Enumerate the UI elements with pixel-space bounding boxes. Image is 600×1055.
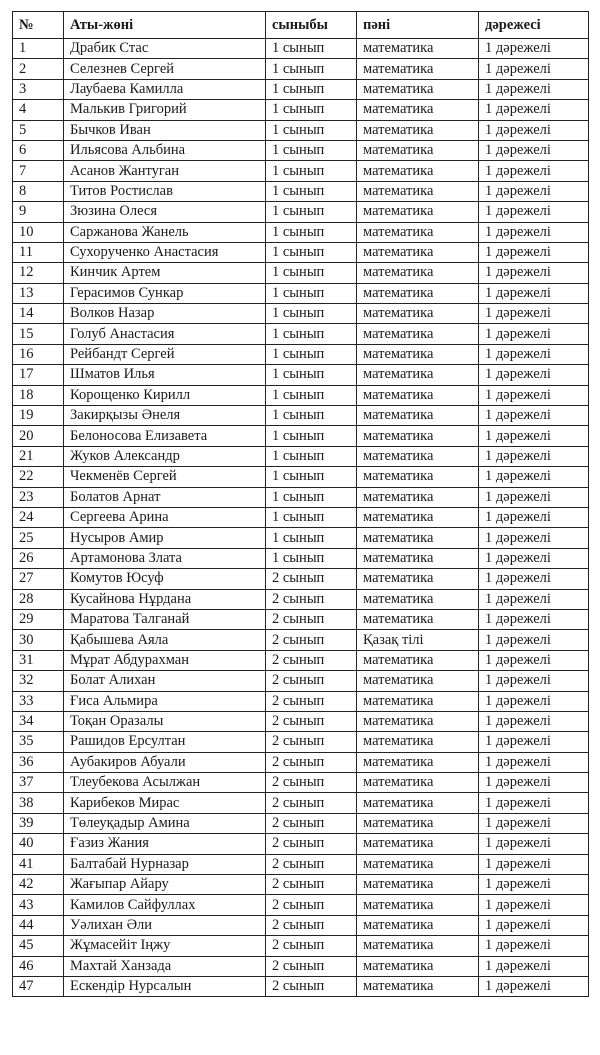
cell-full-name: Кусайнова Нұрдана: [64, 589, 266, 609]
cell-number: 28: [13, 589, 64, 609]
cell-level: 1 дәрежелі: [479, 487, 589, 507]
cell-number: 27: [13, 569, 64, 589]
cell-level: 1 дәрежелі: [479, 854, 589, 874]
cell-class: 2 сынып: [266, 956, 357, 976]
cell-class: 1 сынып: [266, 242, 357, 262]
cell-level: 1 дәрежелі: [479, 548, 589, 568]
cell-number: 15: [13, 324, 64, 344]
cell-number: 46: [13, 956, 64, 976]
table-row: [13, 59, 589, 79]
cell-number: 44: [13, 915, 64, 935]
cell-subject: математика: [357, 773, 479, 793]
table-row: [13, 446, 589, 466]
cell-subject: математика: [357, 711, 479, 731]
header-level: дәрежесі: [479, 12, 589, 39]
cell-full-name: Жұмасейіт Іңжу: [64, 936, 266, 956]
cell-subject: математика: [357, 936, 479, 956]
cell-class: 1 сынып: [266, 467, 357, 487]
cell-full-name: Сухорученко Анастасия: [64, 242, 266, 262]
cell-number: 12: [13, 263, 64, 283]
cell-full-name: Ескендір Нурсалын: [64, 976, 266, 996]
table-row: [13, 711, 589, 731]
cell-subject: математика: [357, 548, 479, 568]
cell-class: 2 сынып: [266, 691, 357, 711]
table-row: [13, 324, 589, 344]
cell-class: 1 сынып: [266, 39, 357, 59]
table-row: [13, 548, 589, 568]
cell-subject: математика: [357, 59, 479, 79]
cell-full-name: Уәлихан Әли: [64, 915, 266, 935]
table-row: [13, 569, 589, 589]
cell-level: 1 дәрежелі: [479, 834, 589, 854]
cell-level: 1 дәрежелі: [479, 691, 589, 711]
table-header-row: [13, 12, 589, 39]
cell-class: 2 сынып: [266, 813, 357, 833]
cell-full-name: Балтабай Нурназар: [64, 854, 266, 874]
header-class: сыныбы: [266, 12, 357, 39]
cell-number: 36: [13, 752, 64, 772]
cell-level: 1 дәрежелі: [479, 732, 589, 752]
cell-class: 2 сынып: [266, 711, 357, 731]
table-row: [13, 242, 589, 262]
table-row: [13, 854, 589, 874]
table-row: [13, 936, 589, 956]
cell-number: 41: [13, 854, 64, 874]
cell-class: 1 сынып: [266, 181, 357, 201]
table-row: [13, 344, 589, 364]
table-row: [13, 100, 589, 120]
cell-full-name: Тоқан Оразалы: [64, 711, 266, 731]
cell-subject: математика: [357, 406, 479, 426]
cell-full-name: Болатов Арнат: [64, 487, 266, 507]
table-row: [13, 222, 589, 242]
cell-level: 1 дәрежелі: [479, 671, 589, 691]
cell-class: 2 сынып: [266, 773, 357, 793]
cell-subject: математика: [357, 875, 479, 895]
cell-number: 30: [13, 630, 64, 650]
cell-class: 1 сынып: [266, 100, 357, 120]
cell-class: 1 сынып: [266, 528, 357, 548]
cell-subject: математика: [357, 120, 479, 140]
table-row: [13, 487, 589, 507]
cell-full-name: Карибеков Мирас: [64, 793, 266, 813]
table-row: [13, 773, 589, 793]
table-row: [13, 834, 589, 854]
cell-number: 20: [13, 426, 64, 446]
table-row: [13, 752, 589, 772]
cell-full-name: Бычков Иван: [64, 120, 266, 140]
cell-number: 33: [13, 691, 64, 711]
cell-level: 1 дәрежелі: [479, 222, 589, 242]
table-row: [13, 39, 589, 59]
cell-number: 5: [13, 120, 64, 140]
cell-subject: математика: [357, 283, 479, 303]
table-row: [13, 609, 589, 629]
cell-subject: математика: [357, 854, 479, 874]
table-row: [13, 467, 589, 487]
cell-level: 1 дәрежелі: [479, 813, 589, 833]
cell-full-name: Голуб Анастасия: [64, 324, 266, 344]
cell-level: 1 дәрежелі: [479, 426, 589, 446]
cell-number: 25: [13, 528, 64, 548]
table-row: [13, 630, 589, 650]
cell-full-name: Чекменёв Сергей: [64, 467, 266, 487]
cell-subject: математика: [357, 181, 479, 201]
cell-number: 43: [13, 895, 64, 915]
table-row: [13, 956, 589, 976]
cell-full-name: Тлеубекова Асылжан: [64, 773, 266, 793]
cell-level: 1 дәрежелі: [479, 365, 589, 385]
table-row: [13, 140, 589, 160]
cell-level: 1 дәрежелі: [479, 895, 589, 915]
cell-class: 1 сынып: [266, 324, 357, 344]
table-row: [13, 263, 589, 283]
cell-full-name: Волков Назар: [64, 304, 266, 324]
cell-class: 2 сынып: [266, 569, 357, 589]
cell-class: 2 сынып: [266, 854, 357, 874]
cell-subject: математика: [357, 691, 479, 711]
cell-class: 1 сынып: [266, 344, 357, 364]
table-row: [13, 507, 589, 527]
cell-subject: математика: [357, 467, 479, 487]
cell-full-name: Аубакиров Абуали: [64, 752, 266, 772]
cell-number: 13: [13, 283, 64, 303]
cell-full-name: Закирқызы Әнеля: [64, 406, 266, 426]
cell-level: 1 дәрежелі: [479, 589, 589, 609]
table-row: [13, 813, 589, 833]
cell-subject: математика: [357, 446, 479, 466]
cell-full-name: Нусыров Амир: [64, 528, 266, 548]
cell-subject: математика: [357, 202, 479, 222]
cell-subject: математика: [357, 895, 479, 915]
cell-full-name: Болат Алихан: [64, 671, 266, 691]
cell-number: 9: [13, 202, 64, 222]
table-row: [13, 406, 589, 426]
cell-subject: математика: [357, 79, 479, 99]
cell-class: 1 сынып: [266, 79, 357, 99]
cell-level: 1 дәрежелі: [479, 39, 589, 59]
cell-level: 1 дәрежелі: [479, 283, 589, 303]
cell-subject: математика: [357, 304, 479, 324]
cell-class: 2 сынып: [266, 915, 357, 935]
cell-level: 1 дәрежелі: [479, 793, 589, 813]
cell-level: 1 дәрежелі: [479, 630, 589, 650]
cell-class: 1 сынып: [266, 202, 357, 222]
cell-full-name: Малькив Григорий: [64, 100, 266, 120]
table-row: [13, 976, 589, 996]
table-row: [13, 793, 589, 813]
cell-number: 22: [13, 467, 64, 487]
cell-level: 1 дәрежелі: [479, 752, 589, 772]
cell-full-name: Зюзина Олеся: [64, 202, 266, 222]
cell-class: 1 сынып: [266, 161, 357, 181]
cell-class: 1 сынып: [266, 59, 357, 79]
cell-class: 1 сынып: [266, 365, 357, 385]
cell-level: 1 дәрежелі: [479, 936, 589, 956]
cell-subject: математика: [357, 732, 479, 752]
cell-level: 1 дәрежелі: [479, 569, 589, 589]
cell-subject: математика: [357, 324, 479, 344]
cell-number: 40: [13, 834, 64, 854]
cell-class: 2 сынып: [266, 976, 357, 996]
cell-subject: математика: [357, 813, 479, 833]
cell-level: 1 дәрежелі: [479, 507, 589, 527]
cell-number: 23: [13, 487, 64, 507]
table-row: [13, 691, 589, 711]
cell-number: 24: [13, 507, 64, 527]
table-row: [13, 426, 589, 446]
cell-subject: математика: [357, 161, 479, 181]
cell-level: 1 дәрежелі: [479, 467, 589, 487]
table-row: [13, 895, 589, 915]
cell-subject: математика: [357, 589, 479, 609]
cell-subject: математика: [357, 263, 479, 283]
cell-subject: математика: [357, 100, 479, 120]
cell-number: 14: [13, 304, 64, 324]
cell-level: 1 дәрежелі: [479, 385, 589, 405]
cell-subject: математика: [357, 793, 479, 813]
cell-subject: математика: [357, 222, 479, 242]
cell-level: 1 дәрежелі: [479, 263, 589, 283]
table-row: [13, 161, 589, 181]
cell-level: 1 дәрежелі: [479, 324, 589, 344]
cell-level: 1 дәрежелі: [479, 976, 589, 996]
cell-level: 1 дәрежелі: [479, 406, 589, 426]
cell-number: 26: [13, 548, 64, 568]
cell-full-name: Саржанова Жанель: [64, 222, 266, 242]
cell-full-name: Комутов Юсуф: [64, 569, 266, 589]
cell-full-name: Шматов Илья: [64, 365, 266, 385]
cell-number: 4: [13, 100, 64, 120]
cell-class: 1 сынып: [266, 548, 357, 568]
cell-full-name: Драбик Стас: [64, 39, 266, 59]
cell-subject: математика: [357, 507, 479, 527]
cell-full-name: Ғиса Альмира: [64, 691, 266, 711]
cell-number: 19: [13, 406, 64, 426]
table-row: [13, 79, 589, 99]
cell-full-name: Махтай Ханзада: [64, 956, 266, 976]
cell-class: 1 сынып: [266, 222, 357, 242]
cell-class: 1 сынып: [266, 385, 357, 405]
cell-full-name: Асанов Жантуган: [64, 161, 266, 181]
cell-full-name: Лаубаева Камилла: [64, 79, 266, 99]
student-roster-table: [12, 11, 589, 997]
cell-class: 1 сынып: [266, 263, 357, 283]
table-row: [13, 671, 589, 691]
cell-number: 7: [13, 161, 64, 181]
table-row: [13, 650, 589, 670]
cell-number: 3: [13, 79, 64, 99]
cell-full-name: Төлеуқадыр Амина: [64, 813, 266, 833]
cell-level: 1 дәрежелі: [479, 528, 589, 548]
header-full-name: Аты-жөні: [64, 12, 266, 39]
header-subject: пәні: [357, 12, 479, 39]
cell-full-name: Қабышева Аяла: [64, 630, 266, 650]
cell-number: 21: [13, 446, 64, 466]
cell-subject: математика: [357, 385, 479, 405]
cell-subject: математика: [357, 834, 479, 854]
cell-subject: Қазақ тілі: [357, 630, 479, 650]
cell-class: 2 сынып: [266, 895, 357, 915]
cell-subject: математика: [357, 915, 479, 935]
table-row: [13, 283, 589, 303]
cell-level: 1 дәрежелі: [479, 79, 589, 99]
cell-full-name: Селезнев Сергей: [64, 59, 266, 79]
cell-class: 2 сынып: [266, 650, 357, 670]
cell-full-name: Корощенко Кирилл: [64, 385, 266, 405]
cell-level: 1 дәрежелі: [479, 100, 589, 120]
cell-level: 1 дәрежелі: [479, 956, 589, 976]
cell-subject: математика: [357, 671, 479, 691]
table-row: [13, 915, 589, 935]
cell-level: 1 дәрежелі: [479, 202, 589, 222]
cell-subject: математика: [357, 650, 479, 670]
cell-class: 2 сынып: [266, 609, 357, 629]
cell-class: 2 сынып: [266, 630, 357, 650]
cell-subject: математика: [357, 976, 479, 996]
cell-number: 1: [13, 39, 64, 59]
table-row: [13, 589, 589, 609]
cell-class: 2 сынып: [266, 752, 357, 772]
cell-level: 1 дәрежелі: [479, 304, 589, 324]
cell-level: 1 дәрежелі: [479, 773, 589, 793]
cell-full-name: Ильясова Альбина: [64, 140, 266, 160]
cell-class: 1 сынып: [266, 487, 357, 507]
cell-class: 1 сынып: [266, 446, 357, 466]
cell-number: 8: [13, 181, 64, 201]
cell-number: 37: [13, 773, 64, 793]
cell-full-name: Жуков Александр: [64, 446, 266, 466]
cell-number: 45: [13, 936, 64, 956]
cell-full-name: Мұрат Абдурахман: [64, 650, 266, 670]
cell-level: 1 дәрежелі: [479, 181, 589, 201]
cell-class: 2 сынып: [266, 875, 357, 895]
cell-number: 42: [13, 875, 64, 895]
table-row: [13, 304, 589, 324]
cell-number: 6: [13, 140, 64, 160]
cell-full-name: Жағыпар Айару: [64, 875, 266, 895]
cell-level: 1 дәрежелі: [479, 59, 589, 79]
table-row: [13, 875, 589, 895]
cell-level: 1 дәрежелі: [479, 609, 589, 629]
table-row: [13, 385, 589, 405]
cell-level: 1 дәрежелі: [479, 242, 589, 262]
cell-full-name: Рейбандт Сергей: [64, 344, 266, 364]
cell-level: 1 дәрежелі: [479, 446, 589, 466]
table-row: [13, 202, 589, 222]
cell-full-name: Маратова Талганай: [64, 609, 266, 629]
cell-level: 1 дәрежелі: [479, 161, 589, 181]
cell-level: 1 дәрежелі: [479, 711, 589, 731]
cell-class: 1 сынып: [266, 304, 357, 324]
cell-class: 2 сынып: [266, 793, 357, 813]
cell-full-name: Герасимов Сункар: [64, 283, 266, 303]
table-row: [13, 120, 589, 140]
cell-full-name: Титов Ростислав: [64, 181, 266, 201]
cell-subject: математика: [357, 487, 479, 507]
cell-full-name: Ғазиз Жания: [64, 834, 266, 854]
cell-subject: математика: [357, 242, 479, 262]
cell-number: 39: [13, 813, 64, 833]
cell-class: 1 сынып: [266, 120, 357, 140]
cell-class: 2 сынып: [266, 936, 357, 956]
cell-number: 17: [13, 365, 64, 385]
table-row: [13, 181, 589, 201]
cell-class: 1 сынып: [266, 426, 357, 446]
cell-number: 2: [13, 59, 64, 79]
cell-class: 1 сынып: [266, 283, 357, 303]
cell-class: 2 сынып: [266, 834, 357, 854]
cell-class: 1 сынып: [266, 406, 357, 426]
cell-full-name: Кинчик Артем: [64, 263, 266, 283]
cell-subject: математика: [357, 569, 479, 589]
cell-number: 16: [13, 344, 64, 364]
cell-subject: математика: [357, 956, 479, 976]
cell-level: 1 дәрежелі: [479, 140, 589, 160]
cell-number: 38: [13, 793, 64, 813]
cell-class: 2 сынып: [266, 732, 357, 752]
header-number: №: [13, 12, 64, 39]
cell-full-name: Белоносова Елизавета: [64, 426, 266, 446]
table-row: [13, 732, 589, 752]
cell-subject: математика: [357, 609, 479, 629]
cell-full-name: Рашидов Ерсултан: [64, 732, 266, 752]
cell-number: 18: [13, 385, 64, 405]
table-row: [13, 365, 589, 385]
cell-full-name: Камилов Сайфуллах: [64, 895, 266, 915]
cell-number: 29: [13, 609, 64, 629]
cell-number: 11: [13, 242, 64, 262]
cell-subject: математика: [357, 426, 479, 446]
cell-class: 2 сынып: [266, 671, 357, 691]
cell-level: 1 дәрежелі: [479, 875, 589, 895]
cell-number: 32: [13, 671, 64, 691]
cell-level: 1 дәрежелі: [479, 915, 589, 935]
cell-subject: математика: [357, 39, 479, 59]
cell-level: 1 дәрежелі: [479, 344, 589, 364]
cell-level: 1 дәрежелі: [479, 650, 589, 670]
cell-class: 1 сынып: [266, 140, 357, 160]
cell-number: 34: [13, 711, 64, 731]
cell-class: 1 сынып: [266, 507, 357, 527]
cell-subject: математика: [357, 365, 479, 385]
cell-full-name: Артамонова Злата: [64, 548, 266, 568]
cell-class: 2 сынып: [266, 589, 357, 609]
cell-number: 35: [13, 732, 64, 752]
table-body: [13, 39, 589, 997]
cell-subject: математика: [357, 528, 479, 548]
cell-subject: математика: [357, 344, 479, 364]
cell-number: 47: [13, 976, 64, 996]
cell-number: 10: [13, 222, 64, 242]
cell-subject: математика: [357, 140, 479, 160]
table-row: [13, 528, 589, 548]
cell-subject: математика: [357, 752, 479, 772]
cell-number: 31: [13, 650, 64, 670]
cell-full-name: Сергеева Арина: [64, 507, 266, 527]
cell-level: 1 дәрежелі: [479, 120, 589, 140]
